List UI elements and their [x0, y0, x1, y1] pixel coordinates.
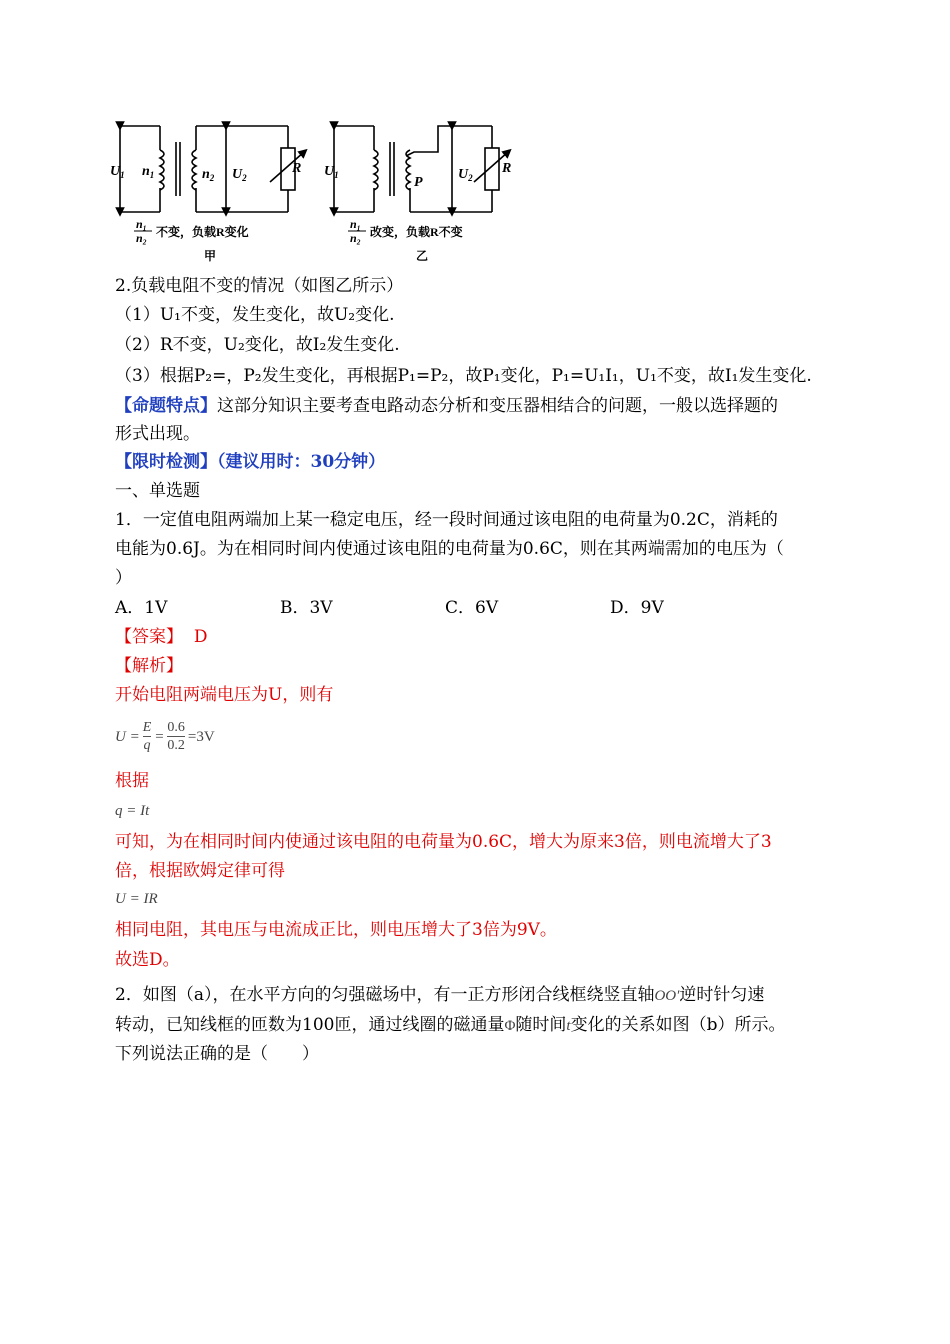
q1-option-b[interactable]: B．3V	[280, 598, 333, 618]
q1-line2: 电能为0.6J。为在相同时间内使通过该电阻的电荷量为0.6C，则在其两端需加的电压为（	[115, 539, 784, 559]
transformer-circuit-figure	[108, 120, 528, 270]
u2-label-jia: $U_2$	[232, 167, 247, 183]
u1-label-jia: $U_1$	[110, 164, 125, 180]
features-line2: 形式出现。	[115, 424, 200, 444]
u1-label-yi: $U_1$	[324, 164, 339, 180]
caption-jia: 不变，负载R变化	[156, 225, 249, 239]
features-tag: 【命题特点】	[115, 396, 217, 416]
section2-item3: （3）根据P₂=，P₂发生变化，再根据P₁=P₂，故P₁变化，P₁=U₁I₁，U₁不变，故I₁发生变化.	[115, 366, 812, 386]
q2-line1: 2．如图（a），在水平方向的匀强磁场中，有一正方形闭合线框绕竖直轴OO′逆时针匀速	[115, 985, 765, 1005]
ratio-top-yi: n₁	[350, 217, 361, 231]
q1-analysis-6: 故选D。	[115, 950, 180, 970]
ratio-bottom-jia: n₂	[136, 231, 147, 245]
q1-equation-3: U = IR	[115, 891, 158, 907]
r-label-yi: R	[502, 161, 512, 176]
section2-item1: （1）U₁不变，发生变化，故U₂变化.	[115, 305, 395, 325]
section2-item2: （2）R不变，U₂变化，故I₂发生变化.	[115, 335, 400, 355]
q1-analysis-5: 相同电阻，其电压与电流成正比，则电压增大了3倍为9V。	[115, 920, 557, 940]
section-title: 一、单选题	[115, 481, 200, 501]
figure-name-yi: 乙	[416, 249, 429, 263]
q1-option-c[interactable]: C．6V	[445, 598, 499, 618]
caption-yi: 改变，负载R不变	[370, 225, 463, 239]
r-label-jia: R	[292, 161, 302, 176]
ratio-top-jia: n₁	[136, 217, 147, 231]
p-label: P	[414, 175, 423, 190]
q1-answer: 【答案】 D	[115, 627, 208, 647]
q1-line1: 1．一定值电阻两端加上某一稳定电压，经一段时间通过该电阻的电荷量为0.2C，消耗的	[115, 510, 778, 530]
q1-option-d[interactable]: D．9V	[610, 598, 664, 618]
n1-label: $n_1$	[142, 164, 155, 180]
q1-option-a[interactable]: A．1V	[115, 598, 168, 618]
q2-phi: Φ	[504, 1018, 516, 1034]
figure-name-jia: 甲	[204, 249, 217, 263]
q1-analysis-4: 倍，根据欧姆定律可得	[115, 861, 285, 881]
section2-heading: 2.负载电阻不变的情况（如图乙所示）	[115, 276, 404, 296]
q2-axis: OO′	[654, 988, 680, 1004]
test-tag: 【限时检测】	[115, 452, 217, 472]
ratio-bottom-yi: n₂	[350, 231, 361, 245]
test-time: （建议用时：30分钟）	[217, 452, 386, 472]
q1-equation-2: q = It	[115, 803, 150, 819]
features-line1: 【命题特点】这部分知识主要考查电路动态分析和变压器相结合的问题，一般以选择题的	[115, 396, 778, 416]
test-header	[115, 451, 385, 473]
u2-label-yi: $U_2$	[458, 167, 473, 183]
q1-analysis-2: 根据	[115, 771, 149, 791]
q1-analysis-tag: 【解析】	[115, 656, 183, 676]
circuit-yi	[334, 126, 508, 212]
q2-line2: 转动，已知线框的匝数为100匝，通过线圈的磁通量Φ随时间t变化的关系如图（b）所示。	[115, 1015, 786, 1035]
q2-t: t	[566, 1018, 571, 1034]
q1-equation-1: U = $\frac{E}{q}$ = $\frac{0.6}{0.2}$ =3V	[115, 720, 215, 753]
q1-line3: ）	[115, 568, 132, 588]
n2-label: $n_2$	[202, 167, 215, 183]
q1-analysis-1: 开始电阻两端电压为U，则有	[115, 685, 334, 705]
q2-line3: 下列说法正确的是（ ）	[115, 1044, 319, 1064]
q1-analysis-3: 可知，为在相同时间内使通过该电阻的电荷量为0.6C，增大为原来3倍，则电流增大了3	[115, 832, 772, 852]
